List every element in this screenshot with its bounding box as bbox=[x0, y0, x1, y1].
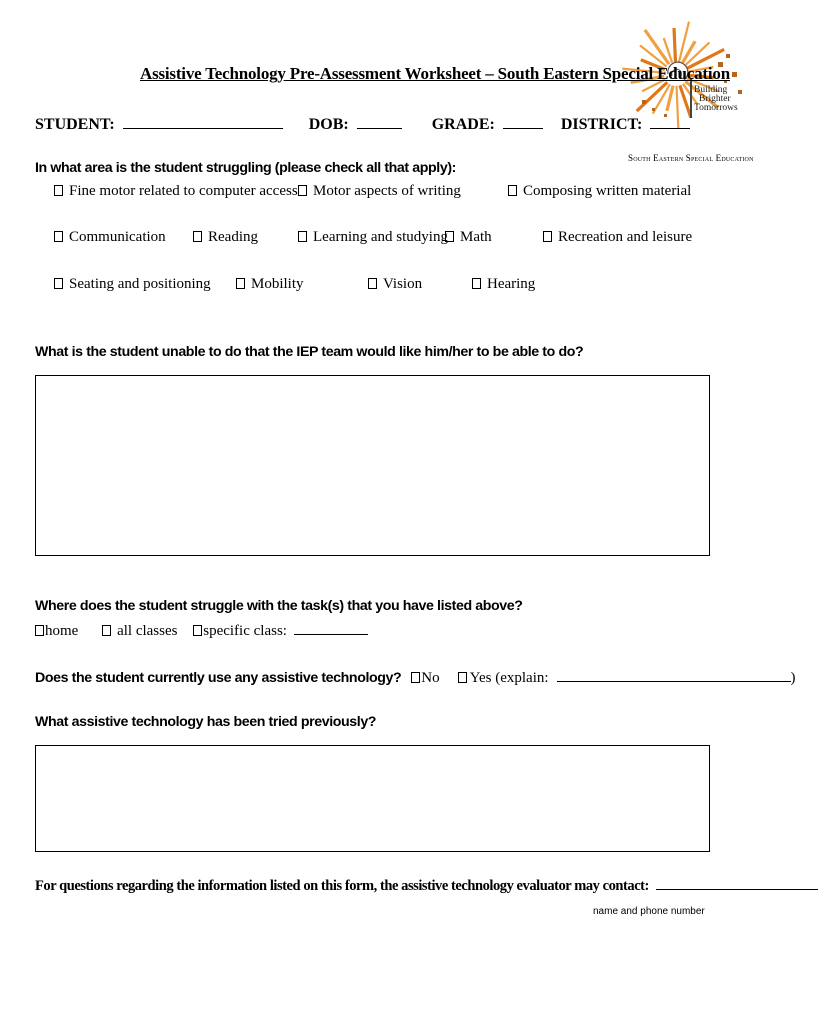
grade-label: GRADE: bbox=[431, 116, 495, 133]
option-home[interactable] bbox=[35, 623, 78, 639]
logo-tagline-line: Building bbox=[694, 85, 728, 95]
option-hearing[interactable] bbox=[472, 276, 535, 293]
dob-label: DOB: bbox=[308, 116, 349, 133]
logo-tagline-line: Tomorrows bbox=[694, 103, 738, 113]
logo-ray bbox=[674, 28, 675, 62]
option-label: Recreation and leisure bbox=[558, 229, 693, 245]
checkbox-icon[interactable] bbox=[54, 278, 63, 289]
logo-org-name: South Eastern Special Education bbox=[628, 153, 754, 163]
sese-logo bbox=[628, 14, 754, 164]
student-label: STUDENT: bbox=[35, 116, 115, 133]
option-specific-class[interactable] bbox=[193, 623, 287, 639]
option-label: Motor aspects of writing bbox=[313, 183, 461, 199]
logo-square bbox=[726, 54, 730, 58]
previous-at-answer-box[interactable] bbox=[35, 745, 710, 852]
option-label: specific class: bbox=[203, 623, 287, 639]
district-field[interactable] bbox=[650, 114, 690, 129]
option-label: Fine motor related to computer access bbox=[69, 183, 298, 199]
checkbox-icon[interactable] bbox=[298, 231, 307, 242]
checkbox-icon[interactable] bbox=[35, 625, 44, 636]
option-label: home bbox=[45, 623, 79, 639]
option-label: No bbox=[421, 670, 440, 686]
option-math[interactable] bbox=[445, 229, 492, 246]
logo-square bbox=[732, 72, 737, 77]
checkbox-icon[interactable] bbox=[445, 231, 454, 242]
option-label: Learning and studying bbox=[313, 229, 448, 245]
option-communication[interactable] bbox=[54, 229, 166, 246]
student-field[interactable] bbox=[123, 114, 283, 129]
logo-bar bbox=[690, 78, 692, 118]
checkbox-icon[interactable] bbox=[193, 231, 202, 242]
option-mobility[interactable] bbox=[236, 276, 304, 293]
specific-class-field[interactable] bbox=[294, 621, 368, 635]
option-composing[interactable] bbox=[508, 183, 691, 200]
option-vision[interactable] bbox=[368, 276, 422, 293]
checkbox-icon[interactable] bbox=[298, 185, 307, 196]
previous-at-question: What assistive technology has been tried previously? bbox=[35, 714, 377, 730]
current-at-question: Does the student currently use any assistive technology? bbox=[35, 670, 402, 686]
logo-ray bbox=[680, 85, 691, 117]
logo-tagline bbox=[694, 86, 738, 113]
yes-explain-field[interactable] bbox=[557, 668, 791, 682]
district-label: DISTRICT: bbox=[560, 116, 643, 133]
option-motor-writing[interactable] bbox=[298, 183, 461, 200]
option-label: Yes (explain: bbox=[469, 670, 549, 686]
option-recreation[interactable] bbox=[543, 229, 692, 246]
option-learning[interactable] bbox=[298, 229, 448, 246]
contact-text: For questions regarding the information listed on this form, the assistive technology evaluator may contact: bbox=[35, 878, 649, 894]
logo-square bbox=[642, 100, 646, 104]
checkbox-icon[interactable] bbox=[508, 185, 517, 196]
logo-square bbox=[652, 108, 655, 111]
checkbox-icon[interactable] bbox=[458, 672, 467, 683]
contact-field[interactable] bbox=[656, 876, 818, 890]
option-no[interactable] bbox=[411, 670, 439, 686]
struggle-area-question: In what area is the student struggling (please check all that apply): bbox=[35, 160, 456, 176]
option-label: all classes bbox=[117, 623, 178, 639]
grade-field[interactable] bbox=[503, 114, 543, 129]
option-label: Hearing bbox=[487, 276, 536, 292]
checkbox-icon[interactable] bbox=[54, 185, 63, 196]
option-label: Composing written material bbox=[523, 183, 692, 199]
checkbox-icon[interactable] bbox=[368, 278, 377, 289]
student-info-line bbox=[35, 114, 690, 134]
location-options bbox=[35, 621, 368, 640]
contact-line bbox=[35, 876, 818, 895]
option-label: Vision bbox=[383, 276, 423, 292]
struggle-location-question: Where does the student struggle with the task(s) that you have listed above? bbox=[35, 598, 523, 614]
checkbox-icon[interactable] bbox=[543, 231, 552, 242]
current-at-line bbox=[35, 668, 796, 687]
checkbox-icon[interactable] bbox=[54, 231, 63, 242]
option-seating[interactable] bbox=[54, 276, 211, 293]
contact-hint: name and phone number bbox=[593, 906, 705, 917]
option-all-classes[interactable] bbox=[102, 623, 177, 639]
option-yes[interactable] bbox=[458, 670, 549, 686]
logo-tagline-line: Brighter bbox=[699, 94, 731, 104]
logo-square bbox=[738, 90, 742, 94]
option-fine-motor[interactable] bbox=[54, 183, 298, 200]
option-label: Mobility bbox=[251, 276, 304, 292]
iep-goal-question: What is the student unable to do that the IEP team would like him/her to be able to do? bbox=[35, 344, 584, 360]
option-label: Math bbox=[460, 229, 492, 245]
checkbox-icon[interactable] bbox=[236, 278, 245, 289]
checkbox-icon[interactable] bbox=[102, 625, 111, 636]
option-label: Communication bbox=[69, 229, 166, 245]
checkbox-icon[interactable] bbox=[193, 625, 202, 636]
checkbox-icon[interactable] bbox=[472, 278, 481, 289]
option-label: Reading bbox=[208, 229, 258, 245]
close-paren: ) bbox=[790, 670, 796, 686]
option-label: Seating and positioning bbox=[69, 276, 211, 292]
dob-field[interactable] bbox=[357, 114, 402, 129]
checkbox-icon[interactable] bbox=[411, 672, 420, 683]
page-title: Assistive Technology Pre-Assessment Worksheet – South Eastern Special Education bbox=[140, 64, 730, 83]
option-reading[interactable] bbox=[193, 229, 258, 246]
iep-goal-answer-box[interactable] bbox=[35, 375, 710, 556]
